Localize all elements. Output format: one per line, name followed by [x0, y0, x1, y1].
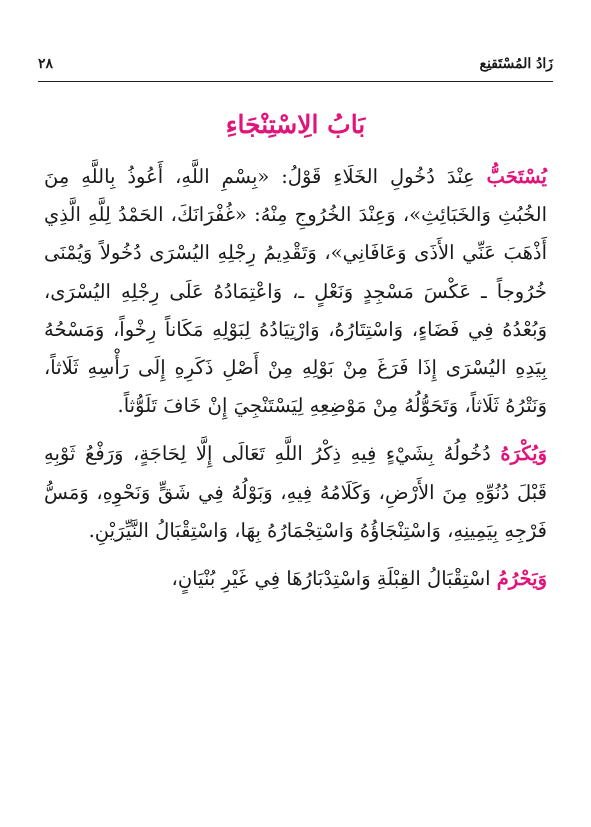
paragraph-text: اسْتِقْبَالُ القِبْلَةِ وَاسْتِدْبَارُهَا فِي غَيْرِ بُنْيَانٍ، [171, 567, 497, 591]
chapter-title: بَابُ الِاسْتِنْجَاءِ [225, 110, 366, 139]
paragraph-haram [44, 560, 547, 598]
running-header [38, 52, 553, 76]
paragraph-lead: وَيَحْرُمُ [496, 567, 547, 591]
paragraph-lead: يُسْتَحَبُّ [486, 165, 547, 188]
paragraph-makruh [44, 435, 547, 550]
paragraph-text: دُخُولُهُ بِشَيْءٍ فِيهِ ذِكْرُ اللَّهِ تَعَالَى إِلَّا لِحَاجَةٍ، وَرَفْعُ ثَوْبِهِ قَبْلَ دُنُوِّهِ مِنَ الأَرْضِ، وَكَلَامُهُ فِيهِ، وَبَوْلُهُ فِي شَقٍّ وَنَحْوِهِ، وَمَسُّ فَرْجِهِ بِيَمِينِهِ، وَاسْتِنْجَاؤُهُ وَاسْتِجْمَارُهُ بِهَا، وَاسْتِقْبَالُ النَّيِّرَيْنِ. [44, 442, 547, 542]
paragraph-mustahab [44, 158, 547, 425]
paragraph-lead: وَيُكْرَهُ [500, 442, 547, 466]
paragraph-text: عِنْدَ دُخُولِ الخَلَاءِ قَوْلُ: «بِسْمِ اللَّهِ، أَعُوذُ بِاللَّهِ مِنَ الخُبُثِ وَالخَبَائِثِ»، وَعِنْدَ الخُرُوجِ مِنْهُ: «غُفْرَانَكَ، الحَمْدُ لِلَّهِ الَّذِي أَذْهَبَ عَنِّي الأَذَى وَعَافَانِي»، وَتَقْدِيمُ رِجْلِهِ اليُسْرَى دُخُولاً وَيُمْنَى خُرُوجاً ـ عَكْسَ مَسْجِدٍ وَنَعْلٍ ـ، وَاعْتِمَادُهُ عَلَى رِجْلِهِ اليُسْرَى، وَبُعْدُهُ فِي فَضَاءٍ، وَاسْتِتَارُهُ، وَارْتِيَادُهُ لِبَوْلِهِ مَكَاناً رِخْواً، وَمَسْحُهُ بِيَدِهِ اليُسْرَى إِذَا فَرَغَ مِنْ بَوْلِهِ مِنْ أَصْلِ ذَكَرِهِ إِلَى رَأْسِهِ ثَلَاثاً، وَنَتْرُهُ ثَلَاثاً، وَتَحَوُّلُهُ مِنْ مَوْضِعِهِ لِيَسْتَنْجِيَ إِنْ خَافَ تَلَوُّثاً. [44, 165, 547, 418]
header-divider [38, 81, 553, 82]
book-title: زَادُ المُسْتَقنِع [479, 56, 553, 72]
page-number: ٢٨ [38, 56, 54, 72]
body-text [44, 158, 547, 598]
